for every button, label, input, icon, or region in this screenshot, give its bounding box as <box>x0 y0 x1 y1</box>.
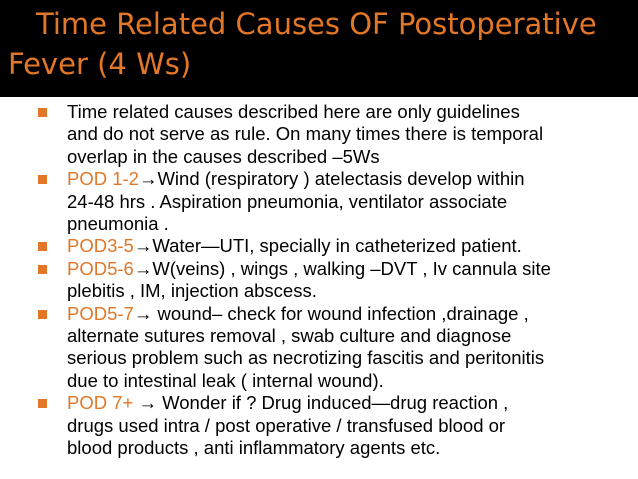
bullet-line <box>67 258 630 280</box>
square-bullet-icon <box>38 265 47 274</box>
pod-label: POD5-6 <box>67 257 134 279</box>
bullet-text: Time related causes described here are only guidelines <box>67 101 520 122</box>
bullet-line: pneumonia . <box>67 213 169 235</box>
bullet-item <box>38 168 630 235</box>
bullet-text: → wound– check for wound infection ,drainage , <box>133 302 529 324</box>
bullet-line: 24-48 hrs . Aspiration pneumonia, ventilator associate <box>67 190 508 212</box>
bullet-line <box>67 392 630 414</box>
bullet-line: and do not serve as rule. On many times there is temporal <box>67 123 544 145</box>
bullet-line: due to intestinal leak ( internal wound). <box>67 369 384 391</box>
square-bullet-icon <box>38 175 47 184</box>
pod-label: POD 1-2 <box>67 168 139 190</box>
bullet-text: →W(veins) , wings , walking –DVT , Iv cannula site <box>133 257 551 279</box>
square-bullet-icon <box>38 399 47 408</box>
bullet-item <box>38 392 630 459</box>
bullet-line <box>67 235 630 257</box>
title-line-2: Fever (4 Ws) <box>8 47 192 81</box>
pod-label: POD 7+ <box>67 392 139 414</box>
slide-title <box>8 4 634 84</box>
square-bullet-icon <box>38 242 47 251</box>
bullet-text: →Water—UTI, specially in catheterized patient. <box>133 235 522 257</box>
bullet-line: drugs used intra / post operative / transfused blood or <box>67 414 506 436</box>
bullet-item <box>38 258 630 303</box>
bullet-text: →Wind (respiratory ) atelectasis develop within <box>138 168 525 190</box>
bullet-line <box>67 101 630 123</box>
bullet-line: blood products , anti inflammatory agents etc. <box>67 437 441 459</box>
bullet-list <box>38 101 630 460</box>
bullet-line: plebitis , IM, injection abscess. <box>67 280 317 302</box>
bullet-line: serious problem such as necrotizing fascitis and peritonitis <box>67 347 545 369</box>
bullet-line: overlap in the causes described –5Ws <box>67 145 380 167</box>
square-bullet-icon <box>38 310 47 319</box>
pod-label: POD5-7 <box>67 302 134 324</box>
bullet-line <box>67 168 630 190</box>
pod-label: POD3-5 <box>67 235 134 257</box>
bullet-line <box>67 303 630 325</box>
bullet-text: → Wonder if ? Drug induced—drug reaction , <box>138 392 509 414</box>
bullet-item <box>38 235 630 257</box>
bullet-item <box>38 101 630 168</box>
bullet-item <box>38 303 630 393</box>
title-line-1: Time Related Causes OF Postoperative <box>36 7 597 41</box>
bullet-line: alternate sutures removal , swab culture and diagnose <box>67 325 512 347</box>
square-bullet-icon <box>38 108 47 117</box>
